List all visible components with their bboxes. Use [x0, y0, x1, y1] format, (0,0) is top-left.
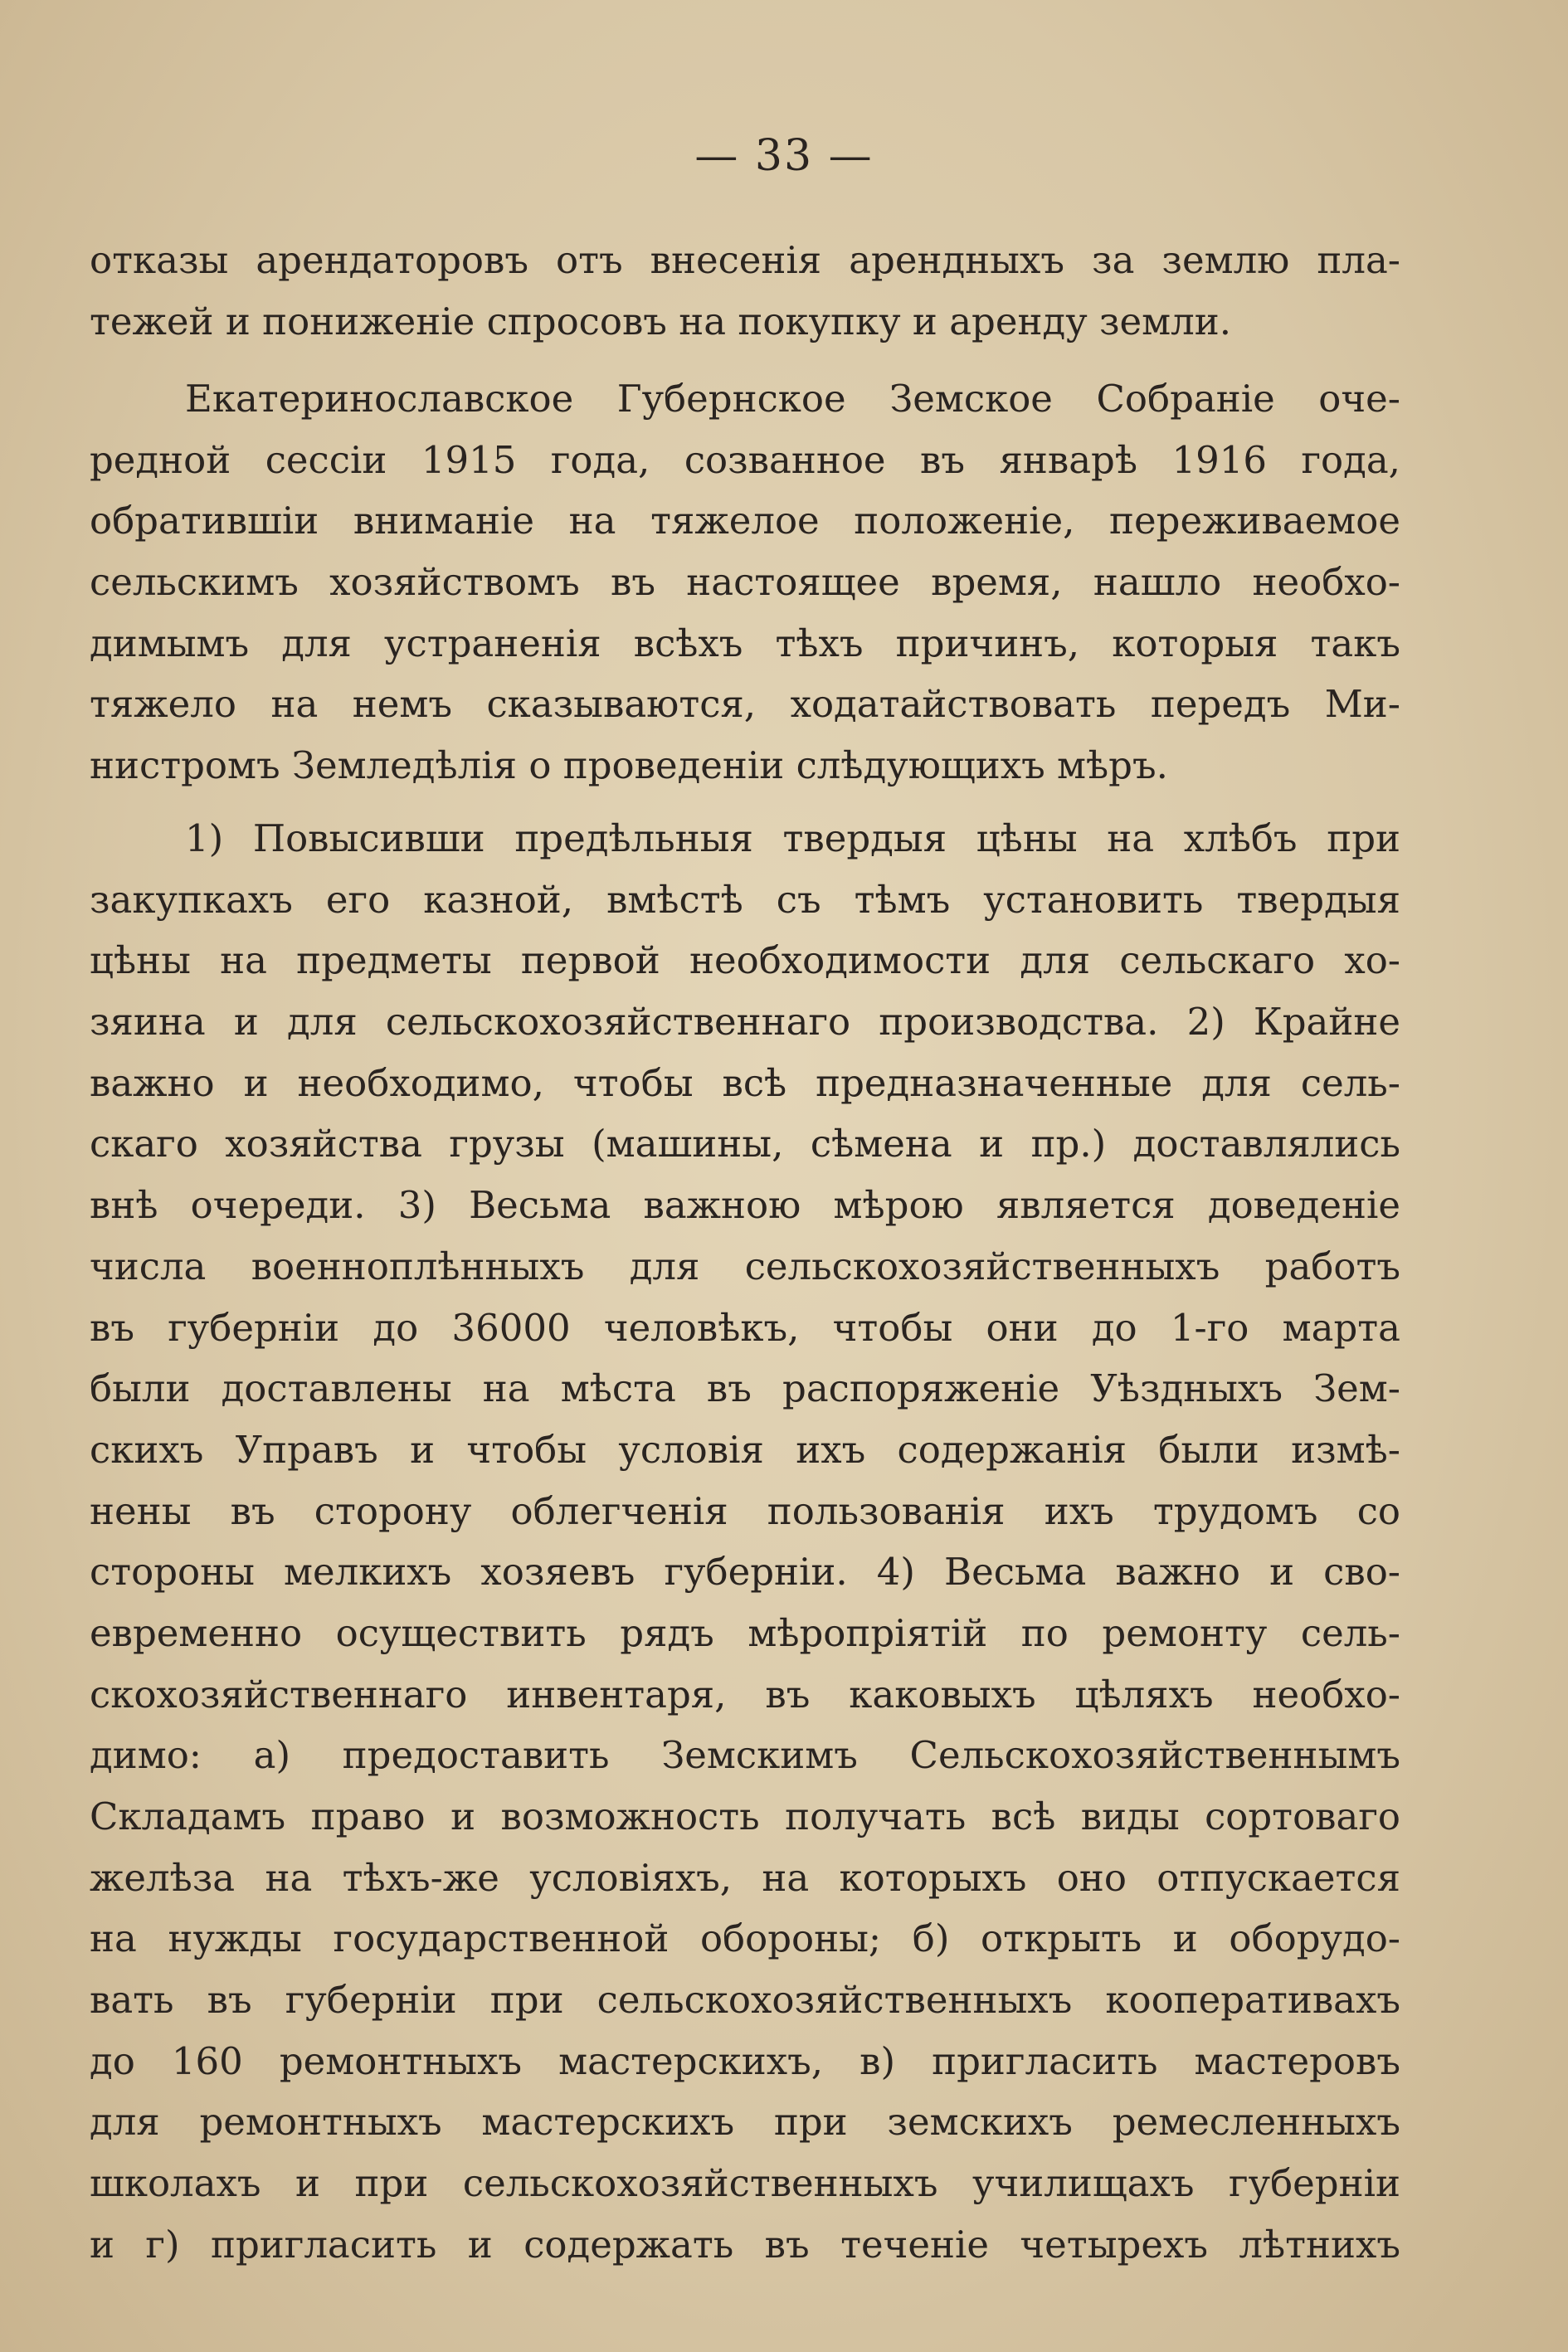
text-line: димымъ для устраненія всѣхъ тѣхъ причинъ, которыя такъ — [90, 621, 1400, 665]
text-line: для ремонтныхъ мастерскихъ при земскихъ ремесленныхъ — [90, 2100, 1400, 2145]
text-line: до 160 ремонтныхъ мастерскихъ, в) пригласить мастеровъ — [90, 2038, 1400, 2083]
continuation-text — [90, 230, 1400, 352]
text-line: нены въ сторону облегченія пользованія ихъ трудомъ со — [90, 1488, 1400, 1533]
text-line: желѣза на тѣхъ-же условіяхъ, на которыхъ оно отпускается — [90, 1855, 1400, 1900]
text-line: обратившіи вниманіе на тяжелое положеніе, переживаемое — [90, 499, 1400, 543]
page-number: — 33 — — [694, 131, 874, 181]
text-line: закупкахъ его казной, вмѣстѣ съ тѣмъ установить твердыя — [90, 877, 1400, 922]
paragraph-1 — [90, 368, 1400, 796]
paragraph-2 — [90, 808, 1400, 2276]
text-line: сельскимъ хозяйствомъ въ настоящее время, нашло необхо- — [90, 560, 1400, 605]
text-line: зяина и для сельскохозяйственнаго производства. 2) Крайне — [90, 1000, 1400, 1045]
text-line: стороны мелкихъ хозяевъ губерніи. 4) Весьма важно и сво- — [90, 1550, 1400, 1595]
text-line: Екатеринославское Губернское Земское Собраніе оче- — [185, 377, 1400, 421]
text-line: были доставлены на мѣста въ распоряженіе Уѣздныхъ Зем- — [90, 1366, 1400, 1411]
text-line: нистромъ Земледѣлія о проведеніи слѣдующихъ мѣръ. — [90, 743, 1168, 788]
text-line: отказы арендаторовъ отъ внесенія арендныхъ за землю пла- — [90, 238, 1400, 282]
text-line: важно и необходимо, чтобы всѣ предназначенные для сель- — [90, 1060, 1400, 1105]
text-line: въ губерніи до 36000 человѣкъ, чтобы они до 1-го марта — [90, 1305, 1400, 1350]
text-line: Складамъ право и возможность получать всѣ виды сортоваго — [90, 1794, 1400, 1838]
text-line: тежей и пониженіе спросовъ на покупку и аренду земли. — [90, 299, 1232, 343]
text-line: и г) пригласить и содержать въ теченіе четырехъ лѣтнихъ — [90, 2222, 1400, 2267]
text-line: димо: а) предоставить Земскимъ Сельскохозяйственнымъ — [90, 1733, 1400, 1778]
text-line: евременно осуществить рядъ мѣропріятій по ремонту сель- — [90, 1610, 1400, 1655]
text-line: вать въ губерніи при сельскохозяйственныхъ кооперативахъ — [90, 1978, 1400, 2023]
text-line: скаго хозяйства грузы (машины, сѣмена и пр.) доставлялись — [90, 1122, 1400, 1166]
text-line: цѣны на предметы первой необходимости для сельскаго хо- — [90, 938, 1400, 983]
text-line: скихъ Управъ и чтобы условія ихъ содержанія были измѣ- — [90, 1427, 1400, 1472]
text-line: школахъ и при сельскохозяйственныхъ училищахъ губерніи — [90, 2161, 1400, 2206]
text-line: 1) Повысивши предѣльныя твердыя цѣны на хлѣбъ при — [185, 816, 1400, 860]
text-line: числа военноплѣнныхъ для сельскохозяйственныхъ работъ — [90, 1244, 1400, 1288]
text-line: внѣ очереди. 3) Весьма важною мѣрою является доведеніе — [90, 1183, 1400, 1228]
text-line: редной сессіи 1915 года, созванное въ январѣ 1916 года, — [90, 437, 1400, 482]
text-line: тяжело на немъ сказываются, ходатайствовать передъ Ми- — [90, 682, 1400, 727]
text-line: скохозяйственнаго инвентаря, въ каковыхъ цѣляхъ необхо- — [90, 1672, 1400, 1717]
text-line: на нужды государственной обороны; б) открыть и оборудо- — [90, 1916, 1400, 1961]
